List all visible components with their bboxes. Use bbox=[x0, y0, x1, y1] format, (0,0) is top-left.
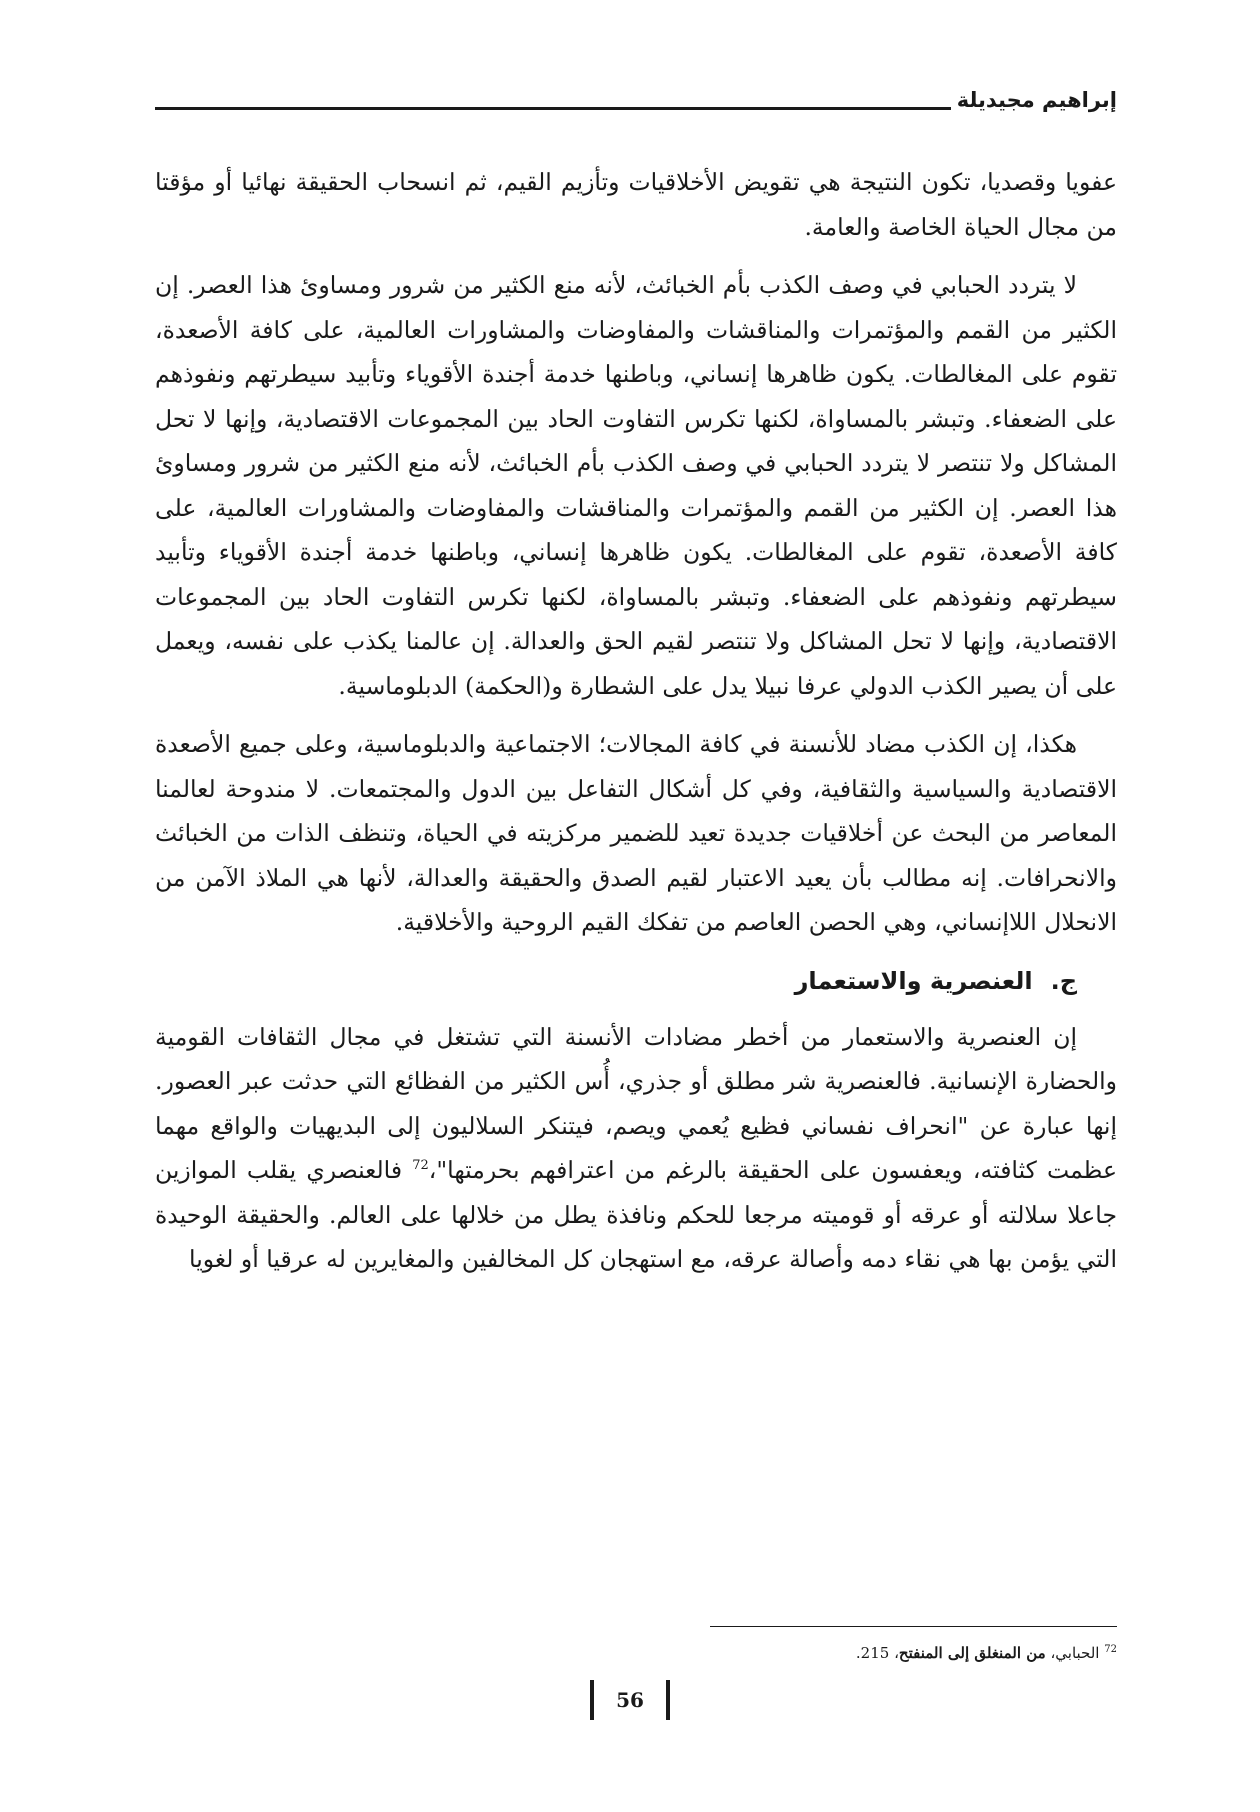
page-number-box bbox=[560, 1678, 700, 1722]
section-paragraph-text-after: فالعنصري يقلب الموازين جاعلا سلالته أو عرقه أو قوميته مرجعا للحكم ونافذة يطل من خلالها على العالم. والحقيقة الوحيدة التي يؤمن بها هي نقاء دمه وأصالة عرقه، مع استهجان كل المخالفين والمغايرين له عرقيا أو لغويا bbox=[155, 1156, 1117, 1273]
main-text bbox=[155, 160, 1117, 1296]
section-letter: ج. bbox=[1050, 966, 1077, 995]
page-number: 56 bbox=[616, 1688, 644, 1712]
page-number-right-bar bbox=[666, 1680, 670, 1720]
section-title: العنصرية والاستعمار bbox=[794, 966, 1033, 995]
footnote-page: ، 215. bbox=[855, 1644, 899, 1662]
section-paragraph-text-before: إن العنصرية والاستعمار من أخطر مضادات الأنسنة التي تشتغل في مجال الثقافات القومية والحضارة الإنسانية. فالعنصرية شر مطلق أو جذري، أُس الكثير من الفظائع التي حدثت عبر العصور. إنها عبارة عن "انحراف نفساني فظيع يُعمي ويصم، فيتنكر السلاليون إلى البديهيات والواقع مهما عظمت كثافته، ويعفسون على الحقيقة بالرغم من اعترافهم بحرمتها"، bbox=[155, 1022, 1117, 1184]
section-heading bbox=[155, 959, 1117, 1003]
header-author: إبراهيم مجيديلة bbox=[956, 88, 1117, 112]
header-rule bbox=[155, 107, 951, 110]
footnote-separator bbox=[710, 1626, 1117, 1627]
running-header bbox=[155, 86, 1117, 114]
footnote-author: الحبابي، bbox=[1045, 1644, 1100, 1662]
footnote bbox=[155, 1642, 1117, 1664]
paragraph-1: عفويا وقصديا، تكون النتيجة هي تقويض الأخلاقيات وتأزيم القيم، ثم انسحاب الحقيقة نهائيا أو مؤقتا من مجال الحياة الخاصة والعامة. bbox=[155, 168, 1117, 241]
footnote-number: 72 bbox=[1104, 1644, 1117, 1655]
paragraph-2: لا يتردد الحبابي في وصف الكذب بأم الخبائث، لأنه منع الكثير من شرور ومساوئ هذا العصر. إن الكثير من القمم والمؤتمرات والمناقشات والمفاوضات والمشاورات العالمية، على كافة الأصعدة، تقوم على المغالطات. يكون ظاهرها إنساني، وباطنها خدمة أجندة الأقوياء وتأبيد سيطرتهم ونفوذهم على الضعفاء. وتبشر بالمساواة، لكنها تكرس التفاوت الحاد بين المجموعات الاقتصادية، وإنها لا تحل المشاكل ولا تنتصر لا يتردد الحبابي في وصف الكذب بأم الخبائث، لأنه منع الكثير من شرور ومساوئ هذا العصر. إن الكثير من القمم والمؤتمرات والمناقشات والمفاوضات والمشاورات العالمية، على كافة الأصعدة، تقوم على المغالطات. يكون ظاهرها إنساني، وباطنها خدمة أجندة الأقوياء وتأبيد سيطرتهم ونفوذهم على الضعفاء. وتبشر بالمساواة، لكنها تكرس التفاوت الحاد بين المجموعات الاقتصادية، وإنها لا تحل المشاكل ولا تنتصر لقيم الحق والعدالة. إن عالمنا يكذب على نفسه، ويعمل على أن يصير الكذب الدولي عرفا نبيلا يدل على الشطارة و(الحكمة) الدبلوماسية. bbox=[155, 271, 1117, 700]
section-paragraph bbox=[155, 1015, 1117, 1282]
footnote-reference[interactable]: 72 bbox=[412, 1158, 429, 1174]
paragraph-3: هكذا، إن الكذب مضاد للأنسنة في كافة المجالات؛ الاجتماعية والدبلوماسية، وعلى جميع الأصعدة الاقتصادية والسياسية والثقافية، وفي كل أشكال التفاعل بين الدول والمجتمعات. لا مندوحة لعالمنا المعاصر من البحث عن أخلاقيات جديدة تعيد للضمير مركزيته في الحياة، وتنظف الذات من الخبائث والانحرافات. إنه مطالب بأن يعيد الاعتبار لقيم الصدق والحقيقة والعدالة، لأنها هي الملاذ الآمن من الانحلال اللاإنساني، وهي الحصن العاصم من تفكك القيم الروحية والأخلاقية. bbox=[155, 730, 1117, 936]
footnote-title: من المنغلق إلى المنفتح bbox=[898, 1644, 1046, 1662]
